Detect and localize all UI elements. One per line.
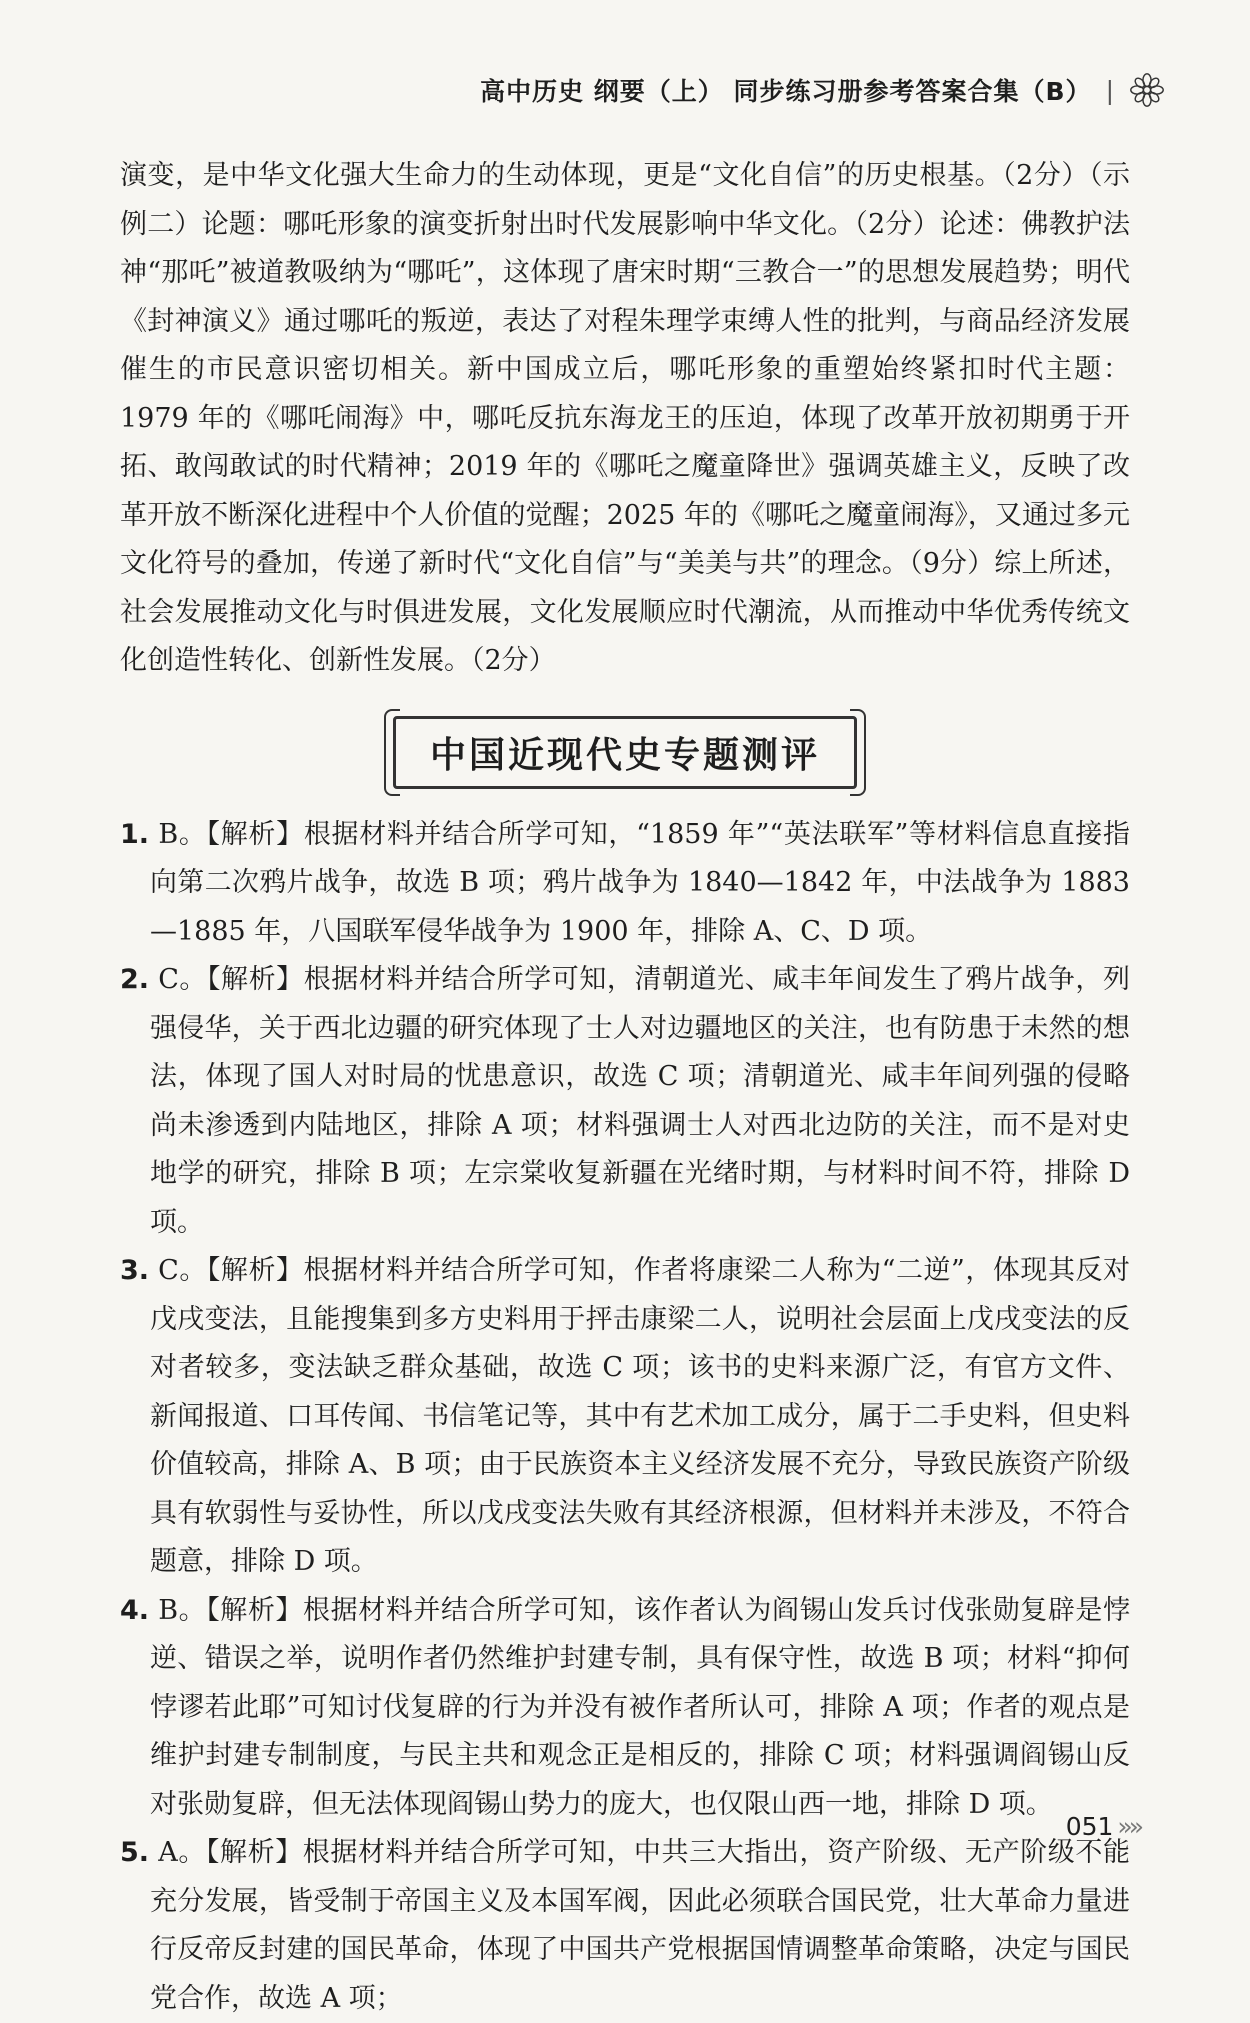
answer-number: 5. (120, 1837, 149, 1868)
intro-paragraph: 演变，是中华文化强大生命力的生动体现，更是“文化自信”的历史根基。（2分）（示例二）论题：哪吒形象的演变折射出时代发展影响中华文化。（2分）论述：佛教护法神“那吒”被道教吸纳为“哪吒”，这体现了唐宋时期“三教合一”的思想发展趋势；明代《封神演义》通过哪吒的叛逆，表达了对程朱理学束缚人性的批判，与商品经济发展催生的市民意识密切相关。新中国成立后，哪吒形象的重塑始终紧扣时代主题：1979 年的《哪吒闹海》中，哪吒反抗东海龙王的压迫，体现了改革开放初期勇于开拓、敢闯敢试的时代精神；2019 年的《哪吒之魔童降世》强调英雄主义，反映了改革开放不断深化进程中个人价值的觉醒；2025 年的《哪吒之魔童闹海》，又通过多元文化符号的叠加，传递了新时代“文化自信”与“美美与共”的理念。（9分）综上所述，社会发展推动文化与时俱进发展，文化发展顺应时代潮流，从而推动中华优秀传统文化创造性转化、创新性发展。（2分） (120, 152, 1130, 686)
page-header (480, 72, 1165, 108)
answer-text: B。【解析】根据材料并结合所学可知，“1859 年”“英法联军”等材料信息直接指向第二次鸦片战争，故选 B 项；鸦片战争为 1840—1842 年，中法战争为 1883—1885 年，八国联军侵华战争为 1900 年，排除 A、C、D 项。 (150, 819, 1130, 947)
section-title: 中国近现代史专题测评 (393, 716, 857, 789)
answer-text: C。【解析】根据材料并结合所学可知，清朝道光、咸丰年间发生了鸦片战争，列强侵华，关于西北边疆的研究体现了士人对边疆地区的关注，也有防患于未然的想法，体现了国人对时局的忧患意识，故选 C 项；清朝道光、咸丰年间列强的侵略尚未渗透到内陆地区，排除 A 项；材料强调士人对西北边防的关注，而不是对史地学的研究，排除 B 项；左宗棠收复新疆在光绪时期，与材料时间不符，排除 D 项。 (150, 964, 1130, 1238)
page-footer (1066, 1812, 1140, 1841)
answer-number: 1. (120, 819, 149, 850)
page-content (120, 152, 1130, 2023)
answer-text: A。【解析】根据材料并结合所学可知，中共三大指出，资产阶级、无产阶级不能充分发展，皆受制于帝国主义及本国军阀，因此必须联合国民党，壮大革命力量进行反帝反封建的国民革命，体现了中国共产党根据国情调整革命策略，决定与国民党合作，故选 A 项； (150, 1837, 1130, 2014)
header-separator: | (1106, 76, 1115, 105)
chevron-right-icon: »» (1117, 1812, 1140, 1841)
answer-number: 4. (120, 1595, 149, 1626)
answer-item (120, 1587, 1130, 1830)
answer-item (120, 1829, 1130, 2023)
answer-item (120, 1247, 1130, 1587)
page-number: 051 (1066, 1812, 1114, 1841)
answer-list (120, 811, 1130, 2023)
header-title: 高中历史 纲要（上） 同步练习册参考答案合集（B） (480, 72, 1091, 108)
flower-icon (1129, 72, 1165, 108)
answer-number: 3. (120, 1255, 149, 1286)
section-title-wrap (120, 716, 1130, 789)
answer-number: 2. (120, 964, 149, 995)
answer-item (120, 956, 1130, 1247)
answer-text: C。【解析】根据材料并结合所学可知，作者将康梁二人称为“二逆”，体现其反对戊戌变法，且能搜集到多方史料用于抨击康梁二人，说明社会层面上戊戌变法的反对者较多，变法缺乏群众基础，故选 C 项；该书的史料来源广泛，有官方文件、新闻报道、口耳传闻、书信笔记等，其中有艺术加工成分，属于二手史料，但史料价值较高，排除 A、B 项；由于民族资本主义经济发展不充分，导致民族资产阶级具有软弱性与妥协性，所以戊戌变法失败有其经济根源，但材料并未涉及，不符合题意，排除 D 项。 (150, 1255, 1130, 1577)
answer-text: B。【解析】根据材料并结合所学可知，该作者认为阎锡山发兵讨伐张勋复辟是悖逆、错误之举，说明作者仍然维护封建专制，具有保守性，故选 B 项；材料“抑何悖谬若此耶”可知讨伐复辟的行为并没有被作者所认可，排除 A 项；作者的观点是维护封建专制制度，与民主共和观念正是相反的，排除 C 项；材料强调阎锡山反对张勋复辟，但无法体现阎锡山势力的庞大，也仅限山西一地，排除 D 项。 (150, 1595, 1130, 1820)
answer-item (120, 811, 1130, 957)
